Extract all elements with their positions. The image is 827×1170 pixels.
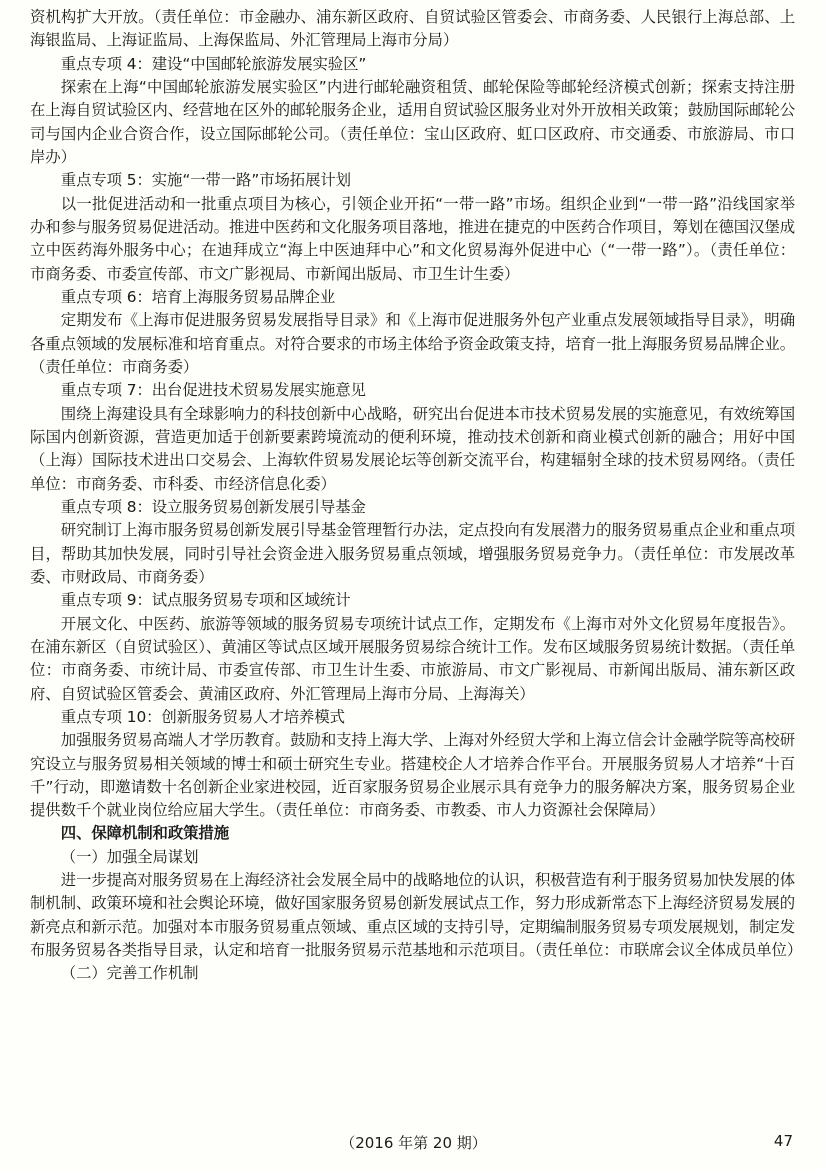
special-project-heading: 重点专项 4：建设“中国邮轮旅游发展实验区” (60, 54, 367, 73)
section-heading: 四、保障机制和政策措施 (60, 824, 229, 843)
footer-issue: （2016 年第 20 期） (340, 1134, 487, 1152)
special-project-heading: 重点专项 6：培育上海服务贸易品牌企业 (60, 287, 336, 306)
special-project-heading: 重点专项 7：出台促进技术贸易发展实施意见 (60, 381, 366, 400)
footer-page-number: 47 (773, 1132, 793, 1150)
paragraph: 以一批促进活动和一批重点项目为核心，引领企业开拓“一带一路”市场。组织企业到“一带一路”沿线国家举办和参与服务贸易促进活动。推进中医药和文化服务项目落地，推进在捷克的中医药合作项目，筹划在德国汉堡成立中医药海外服务中心；在迪拜成立“海上中医迪拜中心”和文化贸易海外促进中心（“一带一路”）。（责任单位：市商务委、市委宣传部、市文广影视局、市新闻出版局、市卫生计生委） (30, 194, 795, 283)
special-project-heading: 重点专项 8：设立服务贸易创新发展引导基金 (60, 497, 366, 516)
special-project-heading: 重点专项 10：创新服务贸易人才培养模式 (60, 707, 345, 726)
special-project-heading: 重点专项 9：试点服务贸易专项和区域统计 (60, 591, 351, 610)
paragraph: 探索在上海“中国邮轮旅游发展实验区”内进行邮轮融资租赁、邮轮保险等邮轮经济模式创新；探索支持注册在上海自贸试验区内、经营地在区外的邮轮服务企业，适用自贸试验区服务业对外开放相关政策；鼓励国际邮轮公司与国内企业合资合作，设立国际邮轮公司。（责任单位：宝山区政府、虹口区政府、市交通委、市旅游局、市口岸办） (30, 77, 795, 166)
paragraph: 围绕上海建设具有全球影响力的科技创新中心战略，研究出台促进本市技术贸易发展的实施意见，有效统筹国际国内创新资源，营造更加适于创新要素跨境流动的便利环境，推动技术创新和商业模式创新的融合；用好中国（上海）国际技术进出口交易会、上海软件贸易发展论坛等创新交流平台，构建辐射全球的技术贸易网络。（责任单位：市商务委、市科委、市经济信息化委） (30, 404, 795, 493)
paragraph: 资机构扩大开放。（责任单位：市金融办、浦东新区政府、自贸试验区管委会、市商务委、人民银行上海总部、上海银监局、上海证监局、上海保监局、外汇管理局上海市分局） (30, 8, 795, 50)
special-project-heading: 重点专项 5：实施“一带一路”市场拓展计划 (60, 171, 351, 190)
document-body (30, 6, 803, 986)
paragraph: 加强服务贸易高端人才学历教育。鼓励和支持上海大学、上海对外经贸大学和上海立信会计金融学院等高校研究设立与服务贸易相关领域的博士和硕士研究生专业。搭建校企人才培养合作平台。开展服务贸易人才培养“十百千”行动，即邀请数十名创新企业家进校园，近百家服务贸易企业展示具有竞争力的服务解决方案，服务贸易企业提供数千个就业岗位给应届大学生。（责任单位：市商务委、市教委、市人力资源社会保障局） (30, 731, 795, 820)
subsection-heading: （一）加强全局谋划 (60, 847, 199, 866)
paragraph: 定期发布《上海市促进服务贸易发展指导目录》和《上海市促进服务外包产业重点发展领域指导目录》，明确各重点领域的发展标准和培育重点。对符合要求的市场主体给予资金政策支持，培育一批上海服务贸易品牌企业。（责任单位：市商务委） (30, 311, 795, 376)
subsection-heading: （二）完善工作机制 (60, 964, 199, 983)
page-footer (0, 1132, 827, 1156)
paragraph: 进一步提高对服务贸易在上海经济社会发展全局中的战略地位的认识，积极营造有利于服务贸易加快发展的体制机制、政策环境和社会舆论环境，做好国家服务贸易创新发展试点工作，努力形成新常态下上海经济贸易发展的新亮点和新示范。加强对本市服务贸易重点领域、重点区域的支持引导，定期编制服务贸易专项发展规划，制定发布服务贸易各类指导目录，认定和培育一批服务贸易示范基地和示范项目。（责任单位：市联席会议全体成员单位） (30, 871, 803, 960)
paragraph: 研究制订上海市服务贸易创新发展引导基金管理暂行办法，定点投向有发展潜力的服务贸易重点企业和重点项目，帮助其加快发展，同时引导社会资金进入服务贸易重点领域，增强服务贸易竞争力。（责任单位：市发展改革委、市财政局、市商务委） (30, 521, 795, 586)
paragraph: 开展文化、中医药、旅游等领域的服务贸易专项统计试点工作，定期发布《上海市对外文化贸易年度报告》。在浦东新区（自贸试验区）、黄浦区等试点区域开展服务贸易综合统计工作。发布区域服务贸易统计数据。（责任单位：市商务委、市统计局、市委宣传部、市卫生计生委、市旅游局、市文广影视局、市新闻出版局、浦东新区政府、自贸试验区管委会、黄浦区政府、外汇管理局上海市分局、上海海关） (30, 614, 795, 703)
